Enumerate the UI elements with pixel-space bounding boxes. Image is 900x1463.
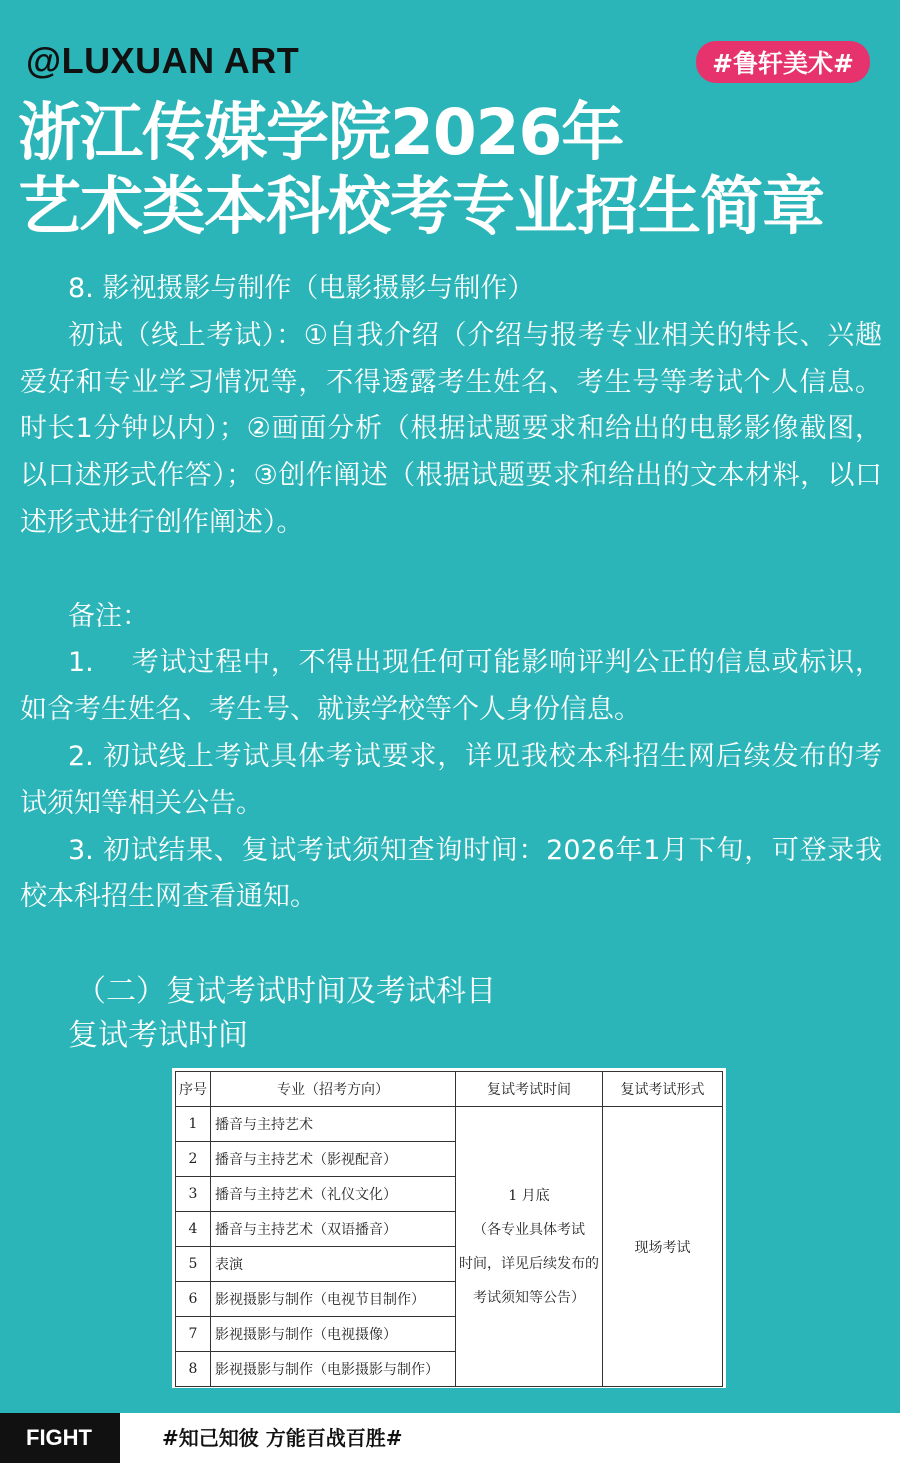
title-line-1: 浙江传媒学院2026年 (18, 96, 624, 169)
retest-table-image (172, 1068, 726, 1388)
note-1: 1. 考试过程中，不得出现任何可能影响评判公正的信息或标识，如含考生姓名、考生号、就读学校等个人身份信息。 (20, 647, 882, 726)
row-num: 3 (176, 1177, 211, 1212)
row-major: 影视摄影与制作（电视摄像） (211, 1317, 456, 1352)
section-2 (68, 970, 496, 1058)
header-num: 序号 (176, 1072, 211, 1107)
row-num: 2 (176, 1142, 211, 1177)
retest-table (175, 1071, 723, 1387)
retest-time-line: 考试须知等公告） (473, 1289, 585, 1306)
retest-form-cell: 现场考试 (603, 1107, 723, 1387)
header-major: 专业（招考方向） (211, 1072, 456, 1107)
row-num: 4 (176, 1212, 211, 1247)
note-2: 2. 初试线上考试具体考试要求，详见我校本科招生网后续发布的考试须知等相关公告。 (20, 740, 882, 819)
first-exam-text: 初试（线上考试）：①自我介绍（介绍与报考专业相关的特长、兴趣爱好和专业学习情况等，不得透露考生姓名、考生号等考试个人信息。时长1分钟以内）；②画面分析（根据试题要求和给出的电影影像截图，以口述形式作答）；③创作阐述（根据试题要求和给出的文本材料，以口述形式进行创作阐述）。 (20, 319, 882, 538)
note-3: 3. 初试结果、复试考试须知查询时间：2026年1月下旬，可登录我校本科招生网查看通知。 (20, 834, 882, 913)
row-num: 6 (176, 1282, 211, 1317)
row-num: 8 (176, 1352, 211, 1387)
row-num: 5 (176, 1247, 211, 1282)
footer-bar (0, 1413, 900, 1463)
footer-slogan: #知己知彼 方能百战百胜# (162, 1426, 403, 1450)
retest-time-line: 1 月底 (508, 1187, 550, 1204)
title-line-2: 艺术类本科校考专业招生简章 (18, 170, 824, 243)
row-num: 1 (176, 1107, 211, 1142)
header-form: 复试考试形式 (603, 1072, 723, 1107)
retest-time-cell (456, 1107, 603, 1387)
hashtag-badge: #鲁轩美术# (696, 41, 870, 83)
row-major: 影视摄影与制作（电视节目制作） (211, 1282, 456, 1317)
row-num: 7 (176, 1317, 211, 1352)
table-row (176, 1107, 723, 1142)
fight-label: FIGHT (0, 1413, 120, 1463)
section-2-heading: （二）复试考试时间及考试科目 (76, 974, 496, 1009)
row-major: 表演 (211, 1247, 456, 1282)
header-time: 复试考试时间 (456, 1072, 603, 1107)
row-major: 播音与主持艺术（礼仪文化） (211, 1177, 456, 1212)
notes-heading: 备注： (68, 600, 149, 632)
section-2-subheading: 复试考试时间 (68, 1018, 248, 1053)
row-major: 播音与主持艺术（影视配音） (211, 1142, 456, 1177)
retest-time-line: （各专业具体考试 (473, 1221, 585, 1238)
row-major: 播音与主持艺术（双语播音） (211, 1212, 456, 1247)
page-title (18, 96, 888, 244)
major-heading: 8. 影视摄影与制作（电影摄影与制作） (68, 273, 535, 304)
table-header-row (176, 1072, 723, 1107)
content-body (20, 266, 882, 921)
row-major: 影视摄影与制作（电影摄影与制作） (211, 1352, 456, 1387)
brand-label: @LUXUAN ART (26, 40, 300, 81)
retest-time-line: 时间，详见后续发布的 (459, 1255, 599, 1272)
row-major: 播音与主持艺术 (211, 1107, 456, 1142)
